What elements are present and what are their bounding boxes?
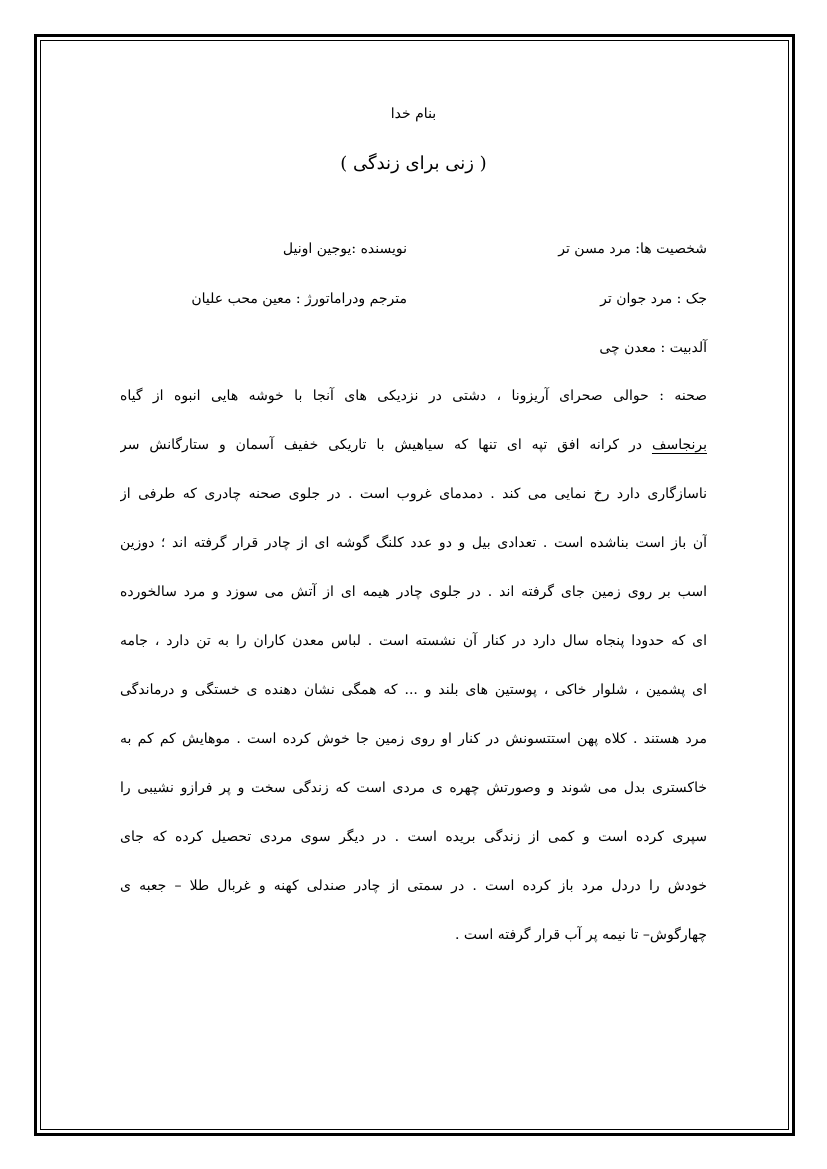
characters-label: شخصیت ها: مرد مسن تر xyxy=(558,241,707,257)
scene-line: ناسازگاری دارد رخ نمایی می کند . دمدمای غروب است . در جلوی صحنه چادری که طرفی از xyxy=(120,486,707,502)
scene-line: مرد هستند . کلاه پهن استتسونش در کنار او روی زمین جا خوش کرده است . موهایش کم کم به xyxy=(120,731,707,747)
scene-line: سپری کرده است و کمی از زندگی بریده است . در دیگر سوی مردی تحصیل کرده که جای xyxy=(120,829,707,845)
scene-line: ای پشمین ، شلوار خاکی ، پوستین های بلند و ... که همگی نشان دهنده ی خستگی و درماندگی xyxy=(120,682,707,698)
author-credit: نویسنده :یوجین اونیل xyxy=(282,241,407,257)
scene-line: آن باز است بناشده است . تعدادی بیل و دو عدد کلنگ گوشه ای از چادر قرار گرفته اند ؛ دوزین xyxy=(120,535,707,551)
translator-credit: مترجم ودراماتورژ : معین محب علیان xyxy=(191,291,407,307)
scene-line xyxy=(120,435,707,455)
character-aldbit: آلدبیت : معدن چی xyxy=(599,340,707,356)
scene-line: ای که حدودا پنجاه سال دارد در کنار آن نشسته است . لباس معدن کاران را به تن دارد ، جامه xyxy=(120,633,707,649)
scene-line-rest: در کرانه افق تپه ای تنها که سیاهیش با تاریکی خفیف آسمان و ستارگانش سر xyxy=(120,437,643,453)
scene-line: خاکستری بدل می شوند و وصورتش چهره ی مردی است که زندگی سخت و پر فرازو نشیبی را xyxy=(120,780,707,796)
scene-term-underlined: برنجاسف xyxy=(651,437,707,453)
scene-line-last: چهارگوش– تا نیمه پر آب قرار گرفته است . xyxy=(455,927,707,943)
invocation: بنام خدا xyxy=(390,106,437,122)
scene-line: خودش را دردل مرد باز کرده است . در سمتی از چادر صندلی کهنه و غربال طلا – جعبه ی xyxy=(120,878,707,894)
scene-line: صحنه : حوالی صحرای آریزونا ، دشتی در نزدیکی های آنجا با خوشه هایی انبوه از گیاه xyxy=(120,388,707,404)
character-jack: جک : مرد جوان تر xyxy=(600,291,707,307)
play-title: ( زنی برای زندگی ) xyxy=(340,153,487,174)
scene-line: اسب بر روی زمین جای گرفته اند . در جلوی چادر هیمه ای از آتش می سوزد و مرد سالخورده xyxy=(120,584,707,600)
